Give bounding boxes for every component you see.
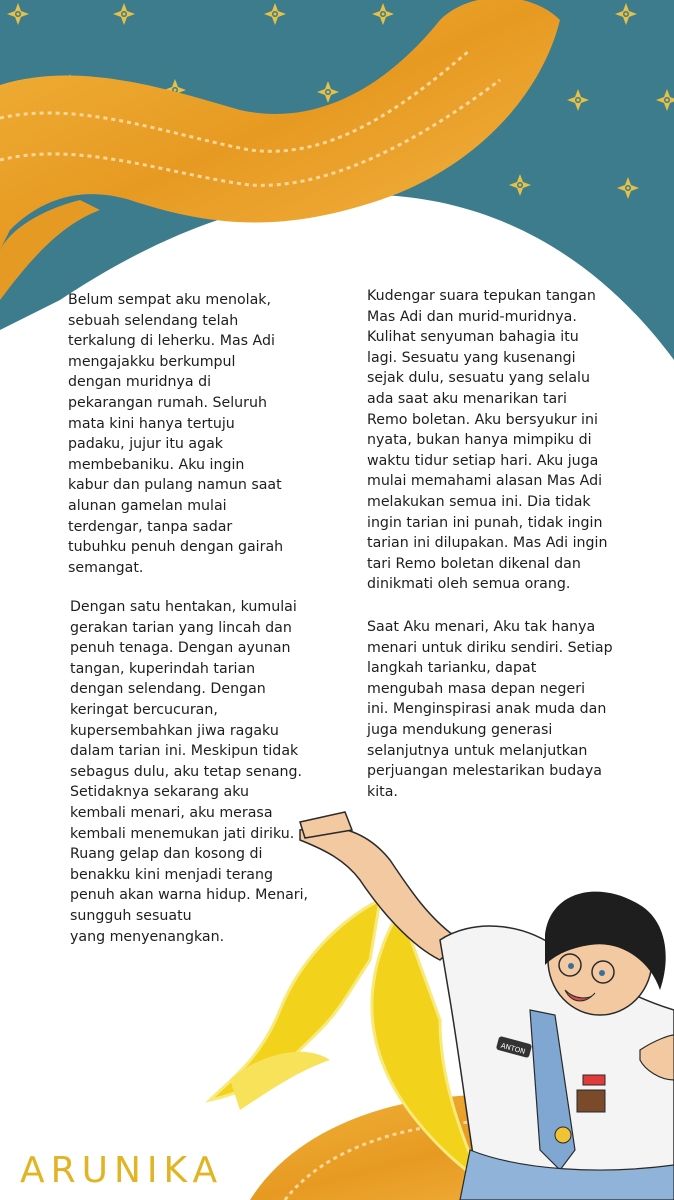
story-paragraph-left-1: Belum sempat aku menolak, sebuah selendang telah terkalung di leherku. Mas Adi mengajakku berkumpul dengan muridnya di pekarangan rumah. Seluruh mata kini hanya tertuju padaku, jujur itu agak membebaniku. Aku ingin kabur dan pulang namun saat alunan gamelan mulai terdengar, tanpa sadar tubuhku penuh dengan gairah semangat. [68, 292, 284, 576]
brand-title: ARUNIKA [20, 1150, 224, 1191]
story-paragraph-right-1: Kudengar suara tepukan tangan Mas Adi dan murid-muridnya. Kulihat senyuman bahagia itu lagi. Sesuatu yang kusenangi sejak dulu, sesuatu yang selalu ada saat aku menarikan tari Remo boletan. Aku bersyukur ini nyata, bukan hanya mimpiku di waktu tidur setiap hari. Aku juga mulai memahami alasan Mas Adi melakukan semua ini. Dia tidak ingin tarian ini punah, tidak ingin tarian ini dilupakan. Mas Adi ingin tari Remo boletan dikenal dan dinikmati oleh semua orang. [367, 288, 608, 593]
story-paragraph-left-2: Dengan satu hentakan, kumulai gerakan tarian yang lincah dan penuh tenaga. Dengan ayunan tangan, kuperindah tarian dengan selendang. Dengan keringat bercucuran, kupersembahkan jiwa ragaku dalam tarian ini. Meskipun tidak sebagus dulu, aku tetap senang. Setidaknya sekarang aku kembali menari, aku merasa kembali menemukan jati diriku. Ruang gelap dan kosong di benakku kini menjadi terang penuh akan warna hidup. Menari, sungguh sesuatu yang menyenangkan. [70, 599, 309, 945]
name-tag: ANTON [499, 1041, 527, 1056]
story-paragraph-right-2: Saat Aku menari, Aku tak hanya menari untuk diriku sendiri. Setiap langkah tarianku, dapat mengubah masa depan negeri ini. Menginspirasi anak muda dan juga mendukung generasi selanjutnya untuk melanjutkan perjuangan melestarikan budaya kita. [367, 619, 613, 800]
